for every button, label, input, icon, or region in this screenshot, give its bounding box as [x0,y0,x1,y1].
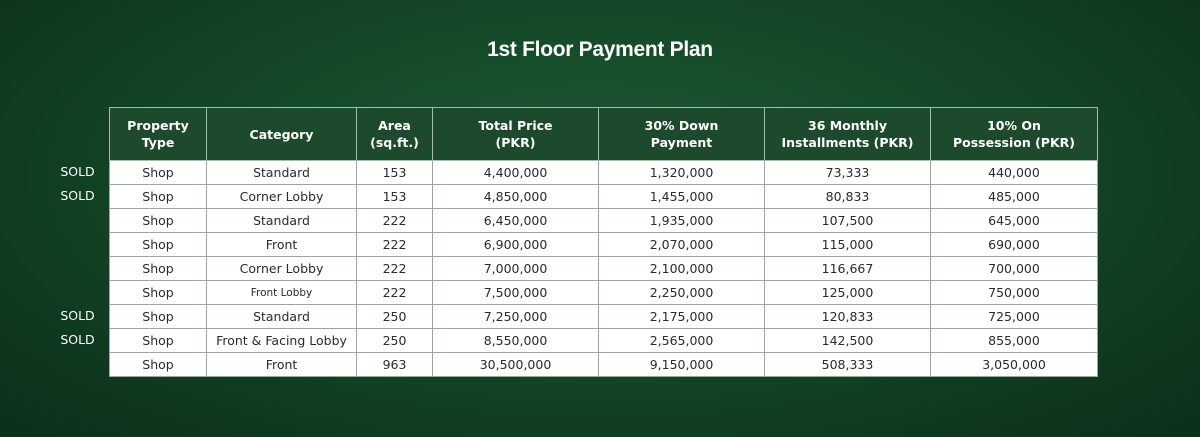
cell-category: Corner Lobby [207,257,357,281]
cell-area: 153 [357,161,433,185]
sold-slot-empty [50,352,105,376]
header-line: (PKR) [495,135,536,150]
cell-property-type: Shop [110,257,207,281]
cell-category: Front Lobby [207,281,357,305]
cell-total-price: 6,450,000 [433,209,599,233]
cell-total-price: 30,500,000 [433,353,599,377]
cell-property-type: Shop [110,209,207,233]
cell-possession: 690,000 [931,233,1098,257]
cell-property-type: Shop [110,353,207,377]
cell-monthly-installment: 80,833 [765,185,931,209]
cell-monthly-installment: 73,333 [765,161,931,185]
cell-category: Standard [207,209,357,233]
cell-possession: 855,000 [931,329,1098,353]
cell-area: 250 [357,305,433,329]
cell-possession: 440,000 [931,161,1098,185]
table-row [110,257,1098,281]
sold-label: SOLD [60,188,95,203]
cell-area: 222 [357,281,433,305]
cell-area: 222 [357,257,433,281]
cell-possession: 725,000 [931,305,1098,329]
header-line: Area [378,118,411,133]
header-line: 30% Down [644,118,719,133]
sold-slot-empty [50,280,105,304]
header-line: Property [127,118,189,133]
cell-property-type: Shop [110,233,207,257]
cell-category: Standard [207,305,357,329]
cell-category: Standard [207,161,357,185]
cell-down-payment: 2,100,000 [599,257,765,281]
cell-property-type: Shop [110,281,207,305]
header-down-payment [599,108,765,161]
sold-label: SOLD [60,164,95,179]
cell-total-price: 6,900,000 [433,233,599,257]
cell-total-price: 4,850,000 [433,185,599,209]
header-property-type [110,108,207,161]
header-line: Possession (PKR) [952,135,1075,150]
cell-area: 963 [357,353,433,377]
cell-area: 222 [357,233,433,257]
cell-down-payment: 1,935,000 [599,209,765,233]
header-line: (sq.ft.) [370,135,419,150]
sold-label: SOLD [60,332,95,347]
cell-monthly-installment: 116,667 [765,257,931,281]
cell-down-payment: 2,070,000 [599,233,765,257]
cell-monthly-installment: 115,000 [765,233,931,257]
table-row [110,161,1098,185]
header-total-price [433,108,599,161]
cell-possession: 645,000 [931,209,1098,233]
table-row [110,353,1098,377]
cell-monthly-installment: 508,333 [765,353,931,377]
cell-down-payment: 2,250,000 [599,281,765,305]
cell-total-price: 7,250,000 [433,305,599,329]
cell-down-payment: 1,455,000 [599,185,765,209]
table-row [110,281,1098,305]
sold-label: SOLD [60,308,95,323]
table-row [110,305,1098,329]
header-line: Total Price [478,118,553,133]
header-line: Payment [650,135,713,150]
header-line: 10% On [987,118,1041,133]
cell-area: 153 [357,185,433,209]
cell-monthly-installment: 120,833 [765,305,931,329]
cell-category: Front & Facing Lobby [207,329,357,353]
cell-monthly-installment: 142,500 [765,329,931,353]
sold-slot-empty [50,256,105,280]
cell-total-price: 8,550,000 [433,329,599,353]
cell-category: Front [207,353,357,377]
header-line: Type [141,135,175,150]
cell-category: Corner Lobby [207,185,357,209]
header-line: Installments (PKR) [781,135,914,150]
sold-slot-empty [50,208,105,232]
cell-down-payment: 9,150,000 [599,353,765,377]
table-body [110,161,1098,377]
header-line: 36 Monthly [808,118,887,133]
page-title: 1st Floor Payment Plan [487,38,713,61]
cell-property-type: Shop [110,161,207,185]
cell-possession: 3,050,000 [931,353,1098,377]
cell-total-price: 7,000,000 [433,257,599,281]
cell-monthly-installment: 107,500 [765,209,931,233]
cell-possession: 485,000 [931,185,1098,209]
table-row [110,329,1098,353]
cell-down-payment: 2,565,000 [599,329,765,353]
sold-status-column [50,160,105,376]
header-monthly-installments [765,108,931,161]
table-row [110,185,1098,209]
cell-total-price: 4,400,000 [433,161,599,185]
cell-possession: 750,000 [931,281,1098,305]
payment-plan-table [109,107,1098,377]
cell-area: 222 [357,209,433,233]
header-area [357,108,433,161]
payment-plan-table-wrapper [109,107,1097,377]
table-header-row [110,108,1098,161]
header-possession [931,108,1098,161]
cell-total-price: 7,500,000 [433,281,599,305]
table-row [110,209,1098,233]
cell-down-payment: 1,320,000 [599,161,765,185]
sold-slot-empty [50,232,105,256]
cell-area: 250 [357,329,433,353]
header-category [207,108,357,161]
cell-category: Front [207,233,357,257]
cell-possession: 700,000 [931,257,1098,281]
table-row [110,233,1098,257]
cell-monthly-installment: 125,000 [765,281,931,305]
cell-property-type: Shop [110,329,207,353]
header-line: Category [249,126,314,142]
cell-property-type: Shop [110,185,207,209]
cell-down-payment: 2,175,000 [599,305,765,329]
cell-property-type: Shop [110,305,207,329]
